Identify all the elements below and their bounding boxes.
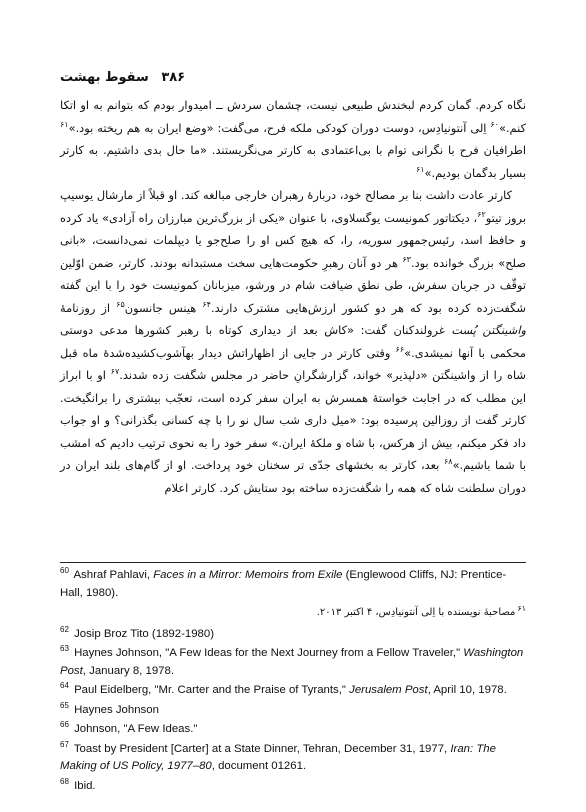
footnote-63 (60, 645, 526, 680)
footnote-marker: 67 (60, 739, 69, 749)
footnote-66 (60, 721, 526, 739)
text-run: (Englewood Cliffs, NJ: Prentice-Hall, 1980). (60, 569, 507, 599)
text-run: غرولندکنان گفت: «کاش بعد از دیداری کوتاه با رهبر کشورها مدعی دوستی محکمی با آنها نمیشدی.» (60, 323, 526, 360)
footnote-65 (60, 702, 526, 720)
page-number: ۳۸۶ (161, 70, 186, 85)
footnote-divider (60, 562, 526, 563)
text-run: Josip Broz Tito (1892-1980) (70, 627, 214, 640)
text-run: Haynes Johnson, "A Few Ideas for the Next Journey from a Fellow Traveler," (70, 647, 464, 659)
text-run: Toast by President [Carter] at a State Dinner, Tehran, December 31, 1977, (70, 742, 451, 755)
footnote-marker: ۶۶ (395, 344, 405, 354)
footnote-62 (60, 626, 526, 644)
footnote-marker: 66 (60, 720, 69, 730)
text-run: وقتی کارتر در جایی از اظهاراتش دیدار بهآشوب‌کشیده‌شدهٔ ماه قبل شاه را از واشینگتن «دلپذیر» خواند، گزارشگرانِ حاضر در مجلس شگفت زده شدند. (60, 345, 526, 382)
footnote-marker: ۶۰ (490, 119, 499, 129)
footnote-60 (60, 567, 526, 602)
italic-text: Faces in a Mirror: Memoirs from Exile (153, 569, 343, 581)
italic-text: Washington Post (60, 647, 524, 677)
footnote-marker: 64 (60, 681, 69, 691)
text-run: Ashraf Pahlavi, (70, 569, 154, 581)
text-run: ، دیکتاتور کمونیست یوگسلاوی، با عنوان «یکی از بزرگ‌ترین مبارزان راه آزادی» یاد کرده و حافظ اسد، رئیس‌جمهور سوریه، را، که هیچ کس او را صلح‌جو یا دیپلمات نمی‌دانست، «بانی صلح» بزرگ خوانده بود. (60, 210, 526, 270)
footnote-marker: ۶۷ (110, 367, 120, 377)
footnote-marker: ۶۱ (517, 603, 526, 613)
text-run: Ibid. (70, 779, 96, 792)
italic-text: Jerusalem Post (349, 684, 428, 696)
footnote-61 (60, 604, 526, 622)
footnotes (60, 567, 526, 797)
main-text (60, 94, 526, 499)
italic-text: واشینگتن پُست (451, 323, 526, 337)
paragraph (60, 94, 526, 184)
footnote-marker: ۶۱ (60, 119, 69, 129)
footnote-marker: ۶۱ (415, 164, 425, 174)
text-run: او با ابراز این مطلب که در اجابت خواستهٔ همسرش به ایران سفر کرده است، تعجّب بیشتری را برانگیخت. کارتر گفت از روزالین پرسیده بود: «میل داری شب سال نو را با چه کسانی بگذرانی؟ و او جواب داد فکر میکنم، بیش از هرکس، با شاه و ملکهٔ ایران.» سفر خود را به نحوی ترتیب دادیم که امشب با شما باشیم.» (60, 368, 526, 472)
page-header (60, 70, 525, 86)
text-run: Haynes Johnson (70, 703, 159, 716)
text-run: Paul Eidelberg, "Mr. Carter and the Praise of Tyrants," (70, 684, 350, 696)
footnote-marker: 63 (60, 644, 69, 654)
footnote-64 (60, 682, 526, 700)
text-run: نگاه کردم. گمان کردم لبخندش طبیعی نیست، چشمان سردش ــ امیدوار بودم که بتوانم به او اتکا کنم.» (60, 98, 526, 135)
text-run: Johnson, "A Few Ideas." (70, 723, 198, 735)
text-run: هر دو آنان رهبرِ حکومت‌هایی سخت مستبدانه بودند. کارتر، ضمن اوّلین توقّف در جریان سفرش، طی نطق ضیافت شام در ورشو، میزبانان کمونیست خود را با این گفته شگفت‌زده کرده بود که هر دو کشور ارزش‌هایی مشترک دارند. (60, 255, 526, 315)
text-run: کارتر عادت داشت بنا بر مصالح خود، دربارهٔ رهبران خارجی مبالغه کند. او قبلاً از مارشال یوسیپ بروز تیتو (60, 188, 526, 225)
text-run: بعد، کارتر به بخشهای جدّی تر سخنان خود پرداخت. او از گام‌های بلند ایران در دوران سلطنت شاه که همه را شگفت‌زده ساخته بود ستایش کرد. کارتر اعلام (60, 458, 526, 495)
text-run: اِلی آنتونیادِس، دوست دوران کودکی ملکه فرح، می‌گفت: «وضع ایران به هم ریخته بود.» (68, 120, 491, 135)
running-title: سقوط بهشت (60, 70, 149, 85)
footnote-marker: ۶۸ (443, 457, 453, 467)
text-run: از روزنامهٔ (60, 300, 117, 315)
footnote-marker: ۶۲ (477, 209, 486, 219)
footnote-67 (60, 741, 526, 776)
text-run: , document 01261. (211, 760, 307, 772)
text-run: اطرافیان فرح با نگرانی توام با بی‌اعتمادی به کارتر می‌نگریستند. «ما حال بدی داشتیم. به کارتر بسیار بدگمان بودیم.» (60, 143, 526, 180)
paragraph (60, 184, 526, 499)
text-run: مصاحبهٔ نویسنده با اِلی آنتونیادِس، ۴ اکتبر ۲۰۱۳. (316, 607, 516, 618)
footnote-marker: ۶۳ (402, 254, 411, 264)
footnote-marker: ۶۵ (116, 299, 125, 309)
footnote-marker: 65 (60, 700, 69, 710)
text-run: , January 8, 1978. (82, 664, 174, 677)
footnote-marker: 62 (60, 624, 69, 634)
italic-text: Iran: The Making of US Policy, 1977–80 (60, 742, 496, 772)
text-run: هینس جانسون (124, 300, 203, 315)
footnote-marker: ۶۴ (202, 299, 211, 309)
footnote-68 (60, 778, 526, 796)
footnote-marker: 60 (60, 566, 69, 576)
text-run: , April 10, 1978. (427, 684, 507, 696)
footnote-marker: 68 (60, 776, 69, 786)
